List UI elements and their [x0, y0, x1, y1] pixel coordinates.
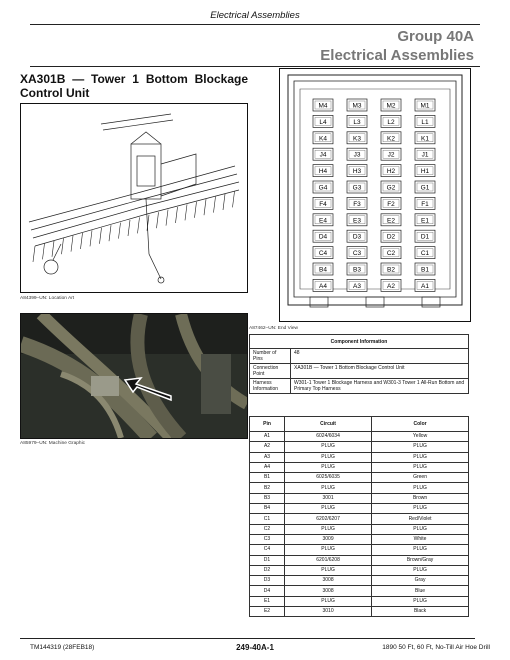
pin-cell: E1	[250, 596, 285, 606]
connector-pin-label: A3	[353, 282, 361, 290]
connector-pin-label: F3	[353, 200, 361, 208]
connector-pin-cavity	[347, 247, 367, 259]
pin-cell: D2	[250, 565, 285, 575]
connector-pin-cavity	[415, 247, 435, 259]
pin-cell: B1	[250, 473, 285, 483]
connector-pin-cavity	[415, 214, 435, 226]
circuit-cell: 6201/6208	[285, 555, 372, 565]
color-cell: PLUG	[372, 596, 469, 606]
connector-pin-cavity	[381, 115, 401, 127]
circuit-cell: PLUG	[285, 452, 372, 462]
connector-pin-cavity	[347, 181, 367, 193]
drill-shank	[223, 194, 225, 210]
connector-pin-cavity	[347, 263, 367, 275]
connector-pin-cavity	[381, 181, 401, 193]
component-info-table	[249, 334, 469, 394]
circuit-cell: PLUG	[285, 524, 372, 534]
circuit-cell: 6202/6207	[285, 514, 372, 524]
connector-pin-label: C2	[386, 250, 396, 258]
connector-pin-label: K4	[319, 135, 327, 143]
pin-cell: B2	[250, 483, 285, 493]
ci-label: Connection Point	[250, 364, 291, 379]
color-cell: Gray	[372, 576, 469, 586]
connector-pin-label: E2	[387, 217, 395, 225]
connector-pin-cavity	[347, 165, 367, 177]
connector-pin-label: A4	[319, 282, 327, 290]
connector-pin-label: F2	[387, 200, 395, 208]
color-cell: Red/Violet	[372, 514, 469, 524]
pin-cell: A1	[250, 432, 285, 442]
connector-pin-cavity	[381, 279, 401, 291]
connector-pin-cavity	[313, 99, 333, 111]
drill-shank	[119, 223, 121, 239]
table-row	[250, 555, 469, 565]
table-row	[250, 452, 469, 462]
connector-pin-label: D1	[420, 233, 430, 241]
machine-graphic-caption: A85979–UN: Machine Graphic	[20, 441, 86, 446]
connector-pin-label: D2	[386, 233, 396, 241]
pin-cell: B4	[250, 504, 285, 514]
footer-machine-model: 1890 50 Ft, 60 Ft, No-Till Air Hoe Drill	[382, 644, 490, 651]
ci-value: 48	[291, 349, 469, 364]
component-info-heading: Component Information	[250, 335, 469, 349]
pin-cell: E2	[250, 607, 285, 617]
table-row	[250, 565, 469, 575]
pin-cell: B3	[250, 493, 285, 503]
connector-pin-cavity	[381, 247, 401, 259]
drill-shank	[128, 220, 130, 236]
footer-rule	[20, 638, 475, 639]
connector-pin-label: K1	[421, 135, 429, 143]
circuit-cell: PLUG	[285, 442, 372, 452]
circuit-cell: PLUG	[285, 545, 372, 555]
table-row	[250, 493, 469, 503]
group-number: Group 40A	[397, 28, 474, 45]
connector-pin-label: A1	[421, 282, 429, 290]
location-art-figure	[20, 103, 248, 293]
drill-shank	[62, 238, 64, 254]
connector-pin-label: H4	[318, 168, 328, 176]
drill-shank	[138, 217, 140, 233]
circuit-column-header: Circuit	[285, 417, 372, 432]
drill-shank	[157, 212, 159, 228]
drill-shank	[33, 246, 35, 262]
connector-pin-cavity	[381, 263, 401, 275]
color-cell: Brown	[372, 493, 469, 503]
color-cell: PLUG	[372, 462, 469, 472]
circuit-cell: PLUG	[285, 462, 372, 472]
color-cell: Green	[372, 473, 469, 483]
drill-shank	[71, 236, 73, 252]
connector-pin-cavity	[381, 132, 401, 144]
circuit-cell: 3009	[285, 534, 372, 544]
ci-label: Number of Pins	[250, 349, 291, 364]
table-row	[250, 596, 469, 606]
ci-value: W301-1 Tower 1 Blockage Harness and W301-3 Tower 1 All-Run Bottom and Primary Top Harness	[291, 379, 469, 394]
connector-pin-cavity	[381, 99, 401, 111]
connector-pin-label: M3	[352, 102, 362, 110]
pin-cell: C2	[250, 524, 285, 534]
connector-pin-cavity	[415, 148, 435, 160]
connector-pin-label: E4	[319, 217, 327, 225]
connector-pin-label: K3	[353, 135, 361, 143]
connector-pin-label: D3	[352, 233, 362, 241]
table-row	[250, 504, 469, 514]
connector-pin-label: B1	[421, 266, 429, 274]
circuit-cell: PLUG	[285, 596, 372, 606]
pin-column-header: Pin	[250, 417, 285, 432]
connector-pin-cavity	[415, 115, 435, 127]
connector-pin-label: J2	[387, 151, 395, 159]
table-row	[250, 442, 469, 452]
connector-pin-label: L4	[319, 118, 327, 126]
drill-shank	[195, 202, 197, 218]
connector-pin-label: E1	[421, 217, 429, 225]
table-row	[250, 545, 469, 555]
connector-pin-label: H3	[352, 168, 362, 176]
connector-pin-cavity	[313, 197, 333, 209]
drill-shank	[233, 191, 235, 207]
machine-photo	[21, 314, 247, 438]
drill-shank	[214, 197, 216, 213]
circuit-cell: 6024/6034	[285, 432, 372, 442]
circuit-cell: 3010	[285, 607, 372, 617]
connector-pin-label: M4	[318, 102, 328, 110]
pin-cell: D1	[250, 555, 285, 565]
color-cell: PLUG	[372, 504, 469, 514]
color-cell: PLUG	[372, 565, 469, 575]
drill-shank	[81, 233, 83, 249]
connector-pin-label: A2	[387, 282, 395, 290]
drill-line-drawing	[21, 104, 247, 292]
connector-pin-cavity	[313, 181, 333, 193]
connector-pin-label: C3	[352, 250, 362, 258]
connector-pin-cavity	[313, 165, 333, 177]
connector-end-view	[280, 69, 470, 321]
connector-pin-label: G4	[318, 184, 328, 192]
pin-cell: A4	[250, 462, 285, 472]
connector-pin-cavity	[313, 132, 333, 144]
pin-table	[249, 416, 469, 617]
group-title: Electrical Assemblies	[320, 47, 474, 64]
connector-pin-cavity	[313, 263, 333, 275]
drill-shank	[90, 230, 92, 246]
connector-pin-cavity	[313, 115, 333, 127]
color-cell: PLUG	[372, 483, 469, 493]
connector-pin-label: L3	[353, 118, 361, 126]
pin-cell: C4	[250, 545, 285, 555]
table-row	[250, 524, 469, 534]
color-column-header: Color	[372, 417, 469, 432]
connector-pin-label: B2	[387, 266, 395, 274]
connector-pin-cavity	[347, 279, 367, 291]
connector-pin-cavity	[347, 214, 367, 226]
connector-pin-label: L2	[387, 118, 395, 126]
header-rule	[30, 24, 480, 25]
connector-pin-cavity	[347, 197, 367, 209]
connector-pin-cavity	[381, 214, 401, 226]
ci-row	[250, 364, 469, 379]
connector-pin-cavity	[313, 148, 333, 160]
table-row	[250, 483, 469, 493]
connector-pin-label: G2	[386, 184, 396, 192]
table-row	[250, 432, 469, 442]
color-cell: Blue	[372, 586, 469, 596]
drill-shank	[100, 228, 102, 244]
connector-pin-label: F4	[319, 200, 327, 208]
connector-pin-label: G3	[352, 184, 362, 192]
connector-pin-cavity	[313, 230, 333, 242]
pin-cell: C1	[250, 514, 285, 524]
section-rule	[30, 66, 480, 67]
connector-pin-label: C4	[318, 250, 328, 258]
connector-pin-cavity	[415, 263, 435, 275]
end-view-caption: A87462–UN: End View	[249, 326, 298, 331]
footer-page-number: 249-40A-1	[236, 643, 274, 652]
connector-pin-label: B4	[319, 266, 327, 274]
table-row	[250, 607, 469, 617]
table-row	[250, 462, 469, 472]
pin-cell: A2	[250, 442, 285, 452]
color-cell: Black	[372, 607, 469, 617]
connector-pin-label: H2	[386, 168, 396, 176]
connector-pin-label: M2	[386, 102, 396, 110]
pin-cell: A3	[250, 452, 285, 462]
table-row	[250, 514, 469, 524]
connector-pin-label: C1	[420, 250, 430, 258]
connector-pin-cavity	[313, 279, 333, 291]
connector-pin-cavity	[313, 214, 333, 226]
table-row	[250, 576, 469, 586]
connector-pin-cavity	[415, 230, 435, 242]
connector-pin-cavity	[347, 99, 367, 111]
connector-pin-cavity	[415, 279, 435, 291]
connector-pin-cavity	[313, 247, 333, 259]
table-row	[250, 473, 469, 483]
connector-pin-label: F1	[421, 200, 429, 208]
circuit-cell: 3008	[285, 586, 372, 596]
connector-pin-cavity	[347, 132, 367, 144]
ci-value: XA301B — Tower 1 Bottom Blockage Control Unit	[291, 364, 469, 379]
drill-shank	[43, 243, 45, 259]
color-cell: PLUG	[372, 452, 469, 462]
connector-pin-label: B3	[353, 266, 361, 274]
circuit-cell: 3008	[285, 576, 372, 586]
drill-shank	[185, 204, 187, 220]
circuit-cell: PLUG	[285, 504, 372, 514]
connector-pin-label: J1	[421, 151, 429, 159]
drill-shank	[52, 241, 54, 257]
connector-pin-cavity	[381, 197, 401, 209]
circuit-cell: 6025/6035	[285, 473, 372, 483]
circuit-cell: PLUG	[285, 483, 372, 493]
location-art-caption: A84399–UN: Location Art	[20, 296, 75, 301]
ci-row	[250, 379, 469, 394]
running-header: Electrical Assemblies	[210, 10, 300, 21]
color-cell: Brown/Gray	[372, 555, 469, 565]
drill-shank	[166, 210, 168, 226]
connector-pin-cavity	[381, 165, 401, 177]
drill-shank	[109, 225, 111, 241]
footer-document-id: TM144319 (28FEB18)	[30, 644, 95, 651]
pin-cell: D4	[250, 586, 285, 596]
connector-pin-label: K2	[387, 135, 395, 143]
connector-pin-cavity	[415, 181, 435, 193]
pin-cell: D3	[250, 576, 285, 586]
ci-row	[250, 349, 469, 364]
ci-label: Harness Information	[250, 379, 291, 394]
connector-pin-label: L1	[421, 118, 429, 126]
pin-cell: C3	[250, 534, 285, 544]
connector-pin-label: G1	[420, 184, 430, 192]
section-title: XA301B — Tower 1 Bottom Blockage Control Unit	[20, 72, 248, 100]
connector-pin-label: M1	[420, 102, 430, 110]
circuit-cell: PLUG	[285, 565, 372, 575]
machine-graphic-figure	[20, 313, 248, 439]
color-cell: PLUG	[372, 524, 469, 534]
connector-pin-label: H1	[420, 168, 430, 176]
table-row	[250, 534, 469, 544]
connector-pin-cavity	[381, 148, 401, 160]
connector-pin-cavity	[415, 132, 435, 144]
table-row	[250, 586, 469, 596]
circuit-cell: 3001	[285, 493, 372, 503]
connector-pin-cavity	[381, 230, 401, 242]
connector-pin-cavity	[415, 197, 435, 209]
color-cell: Yellow	[372, 432, 469, 442]
connector-pin-cavity	[347, 115, 367, 127]
connector-pin-cavity	[415, 165, 435, 177]
drill-shank	[204, 199, 206, 215]
color-cell: PLUG	[372, 442, 469, 452]
end-view-figure	[279, 68, 471, 322]
connector-pin-label: D4	[318, 233, 328, 241]
connector-pin-label: E3	[353, 217, 361, 225]
connector-pin-cavity	[347, 230, 367, 242]
connector-pin-label: J4	[319, 151, 327, 159]
connector-pin-cavity	[415, 99, 435, 111]
color-cell: PLUG	[372, 545, 469, 555]
connector-pin-cavity	[347, 148, 367, 160]
connector-pin-label: J3	[353, 151, 361, 159]
color-cell: White	[372, 534, 469, 544]
drill-shank	[176, 207, 178, 223]
